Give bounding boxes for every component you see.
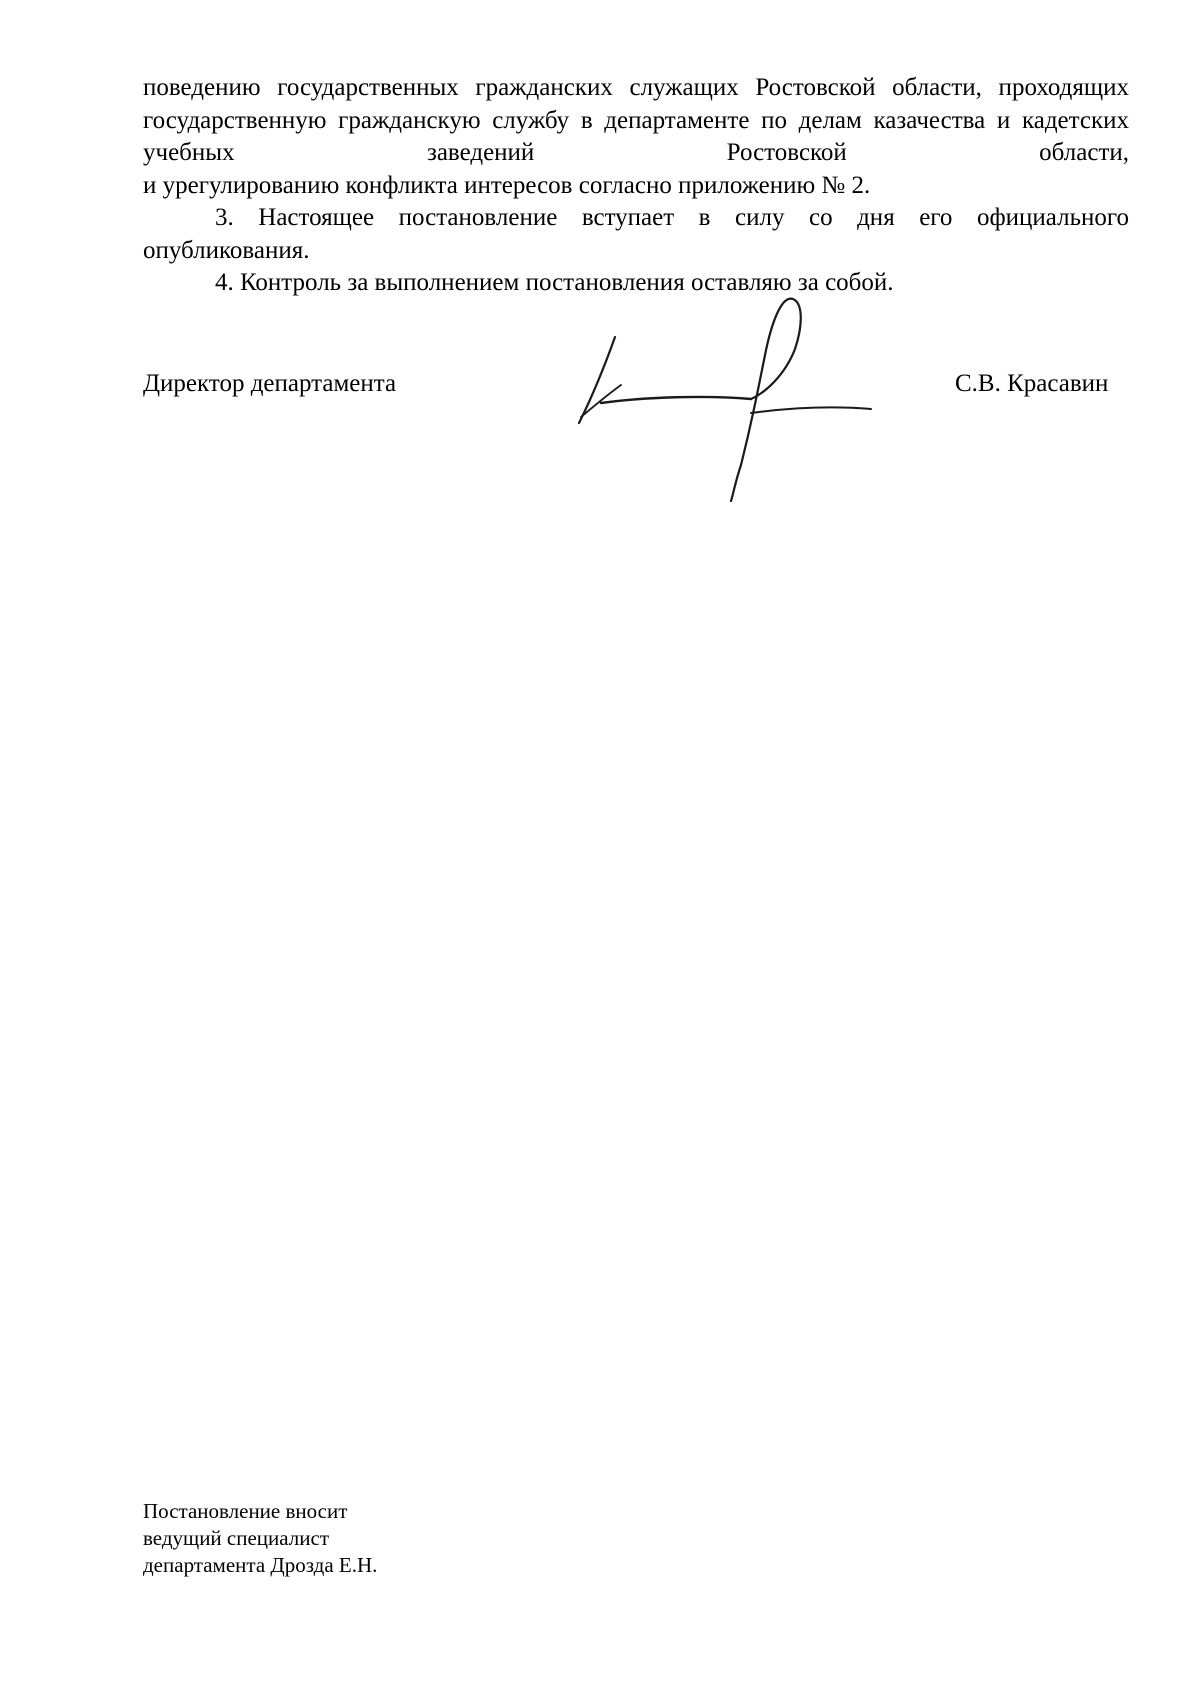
paragraph-continuation-part-2: и урегулированию конфликта интересов согласно приложению № 2. xyxy=(143,171,871,199)
paragraph-continuation-part-1: поведению государственных гражданских служащих Ростовской области, проходящих государственную гражданскую службу в департаменте по делам казачества и кадетских учебных заведений Ростовской области, xyxy=(143,74,1129,166)
author-note-line: ведущий специалист xyxy=(143,1526,329,1550)
handwritten-signature xyxy=(555,295,895,505)
paragraph-3: 3. Настоящее постановление вступает в силу со дня его официального опубликования. xyxy=(143,204,1129,264)
signatory-name: С.В. Красавин xyxy=(955,370,1109,397)
signatory-position-title: Директор департамента xyxy=(143,370,397,397)
author-note-line: Постановление вносит xyxy=(143,1499,348,1523)
author-note-line: департамента Дрозда Е.Н. xyxy=(143,1553,378,1577)
document-body xyxy=(143,72,1129,300)
document-author-note xyxy=(143,1498,377,1579)
paragraph-4: 4. Контроль за выполнением постановления оставляю за собой. xyxy=(215,269,894,296)
